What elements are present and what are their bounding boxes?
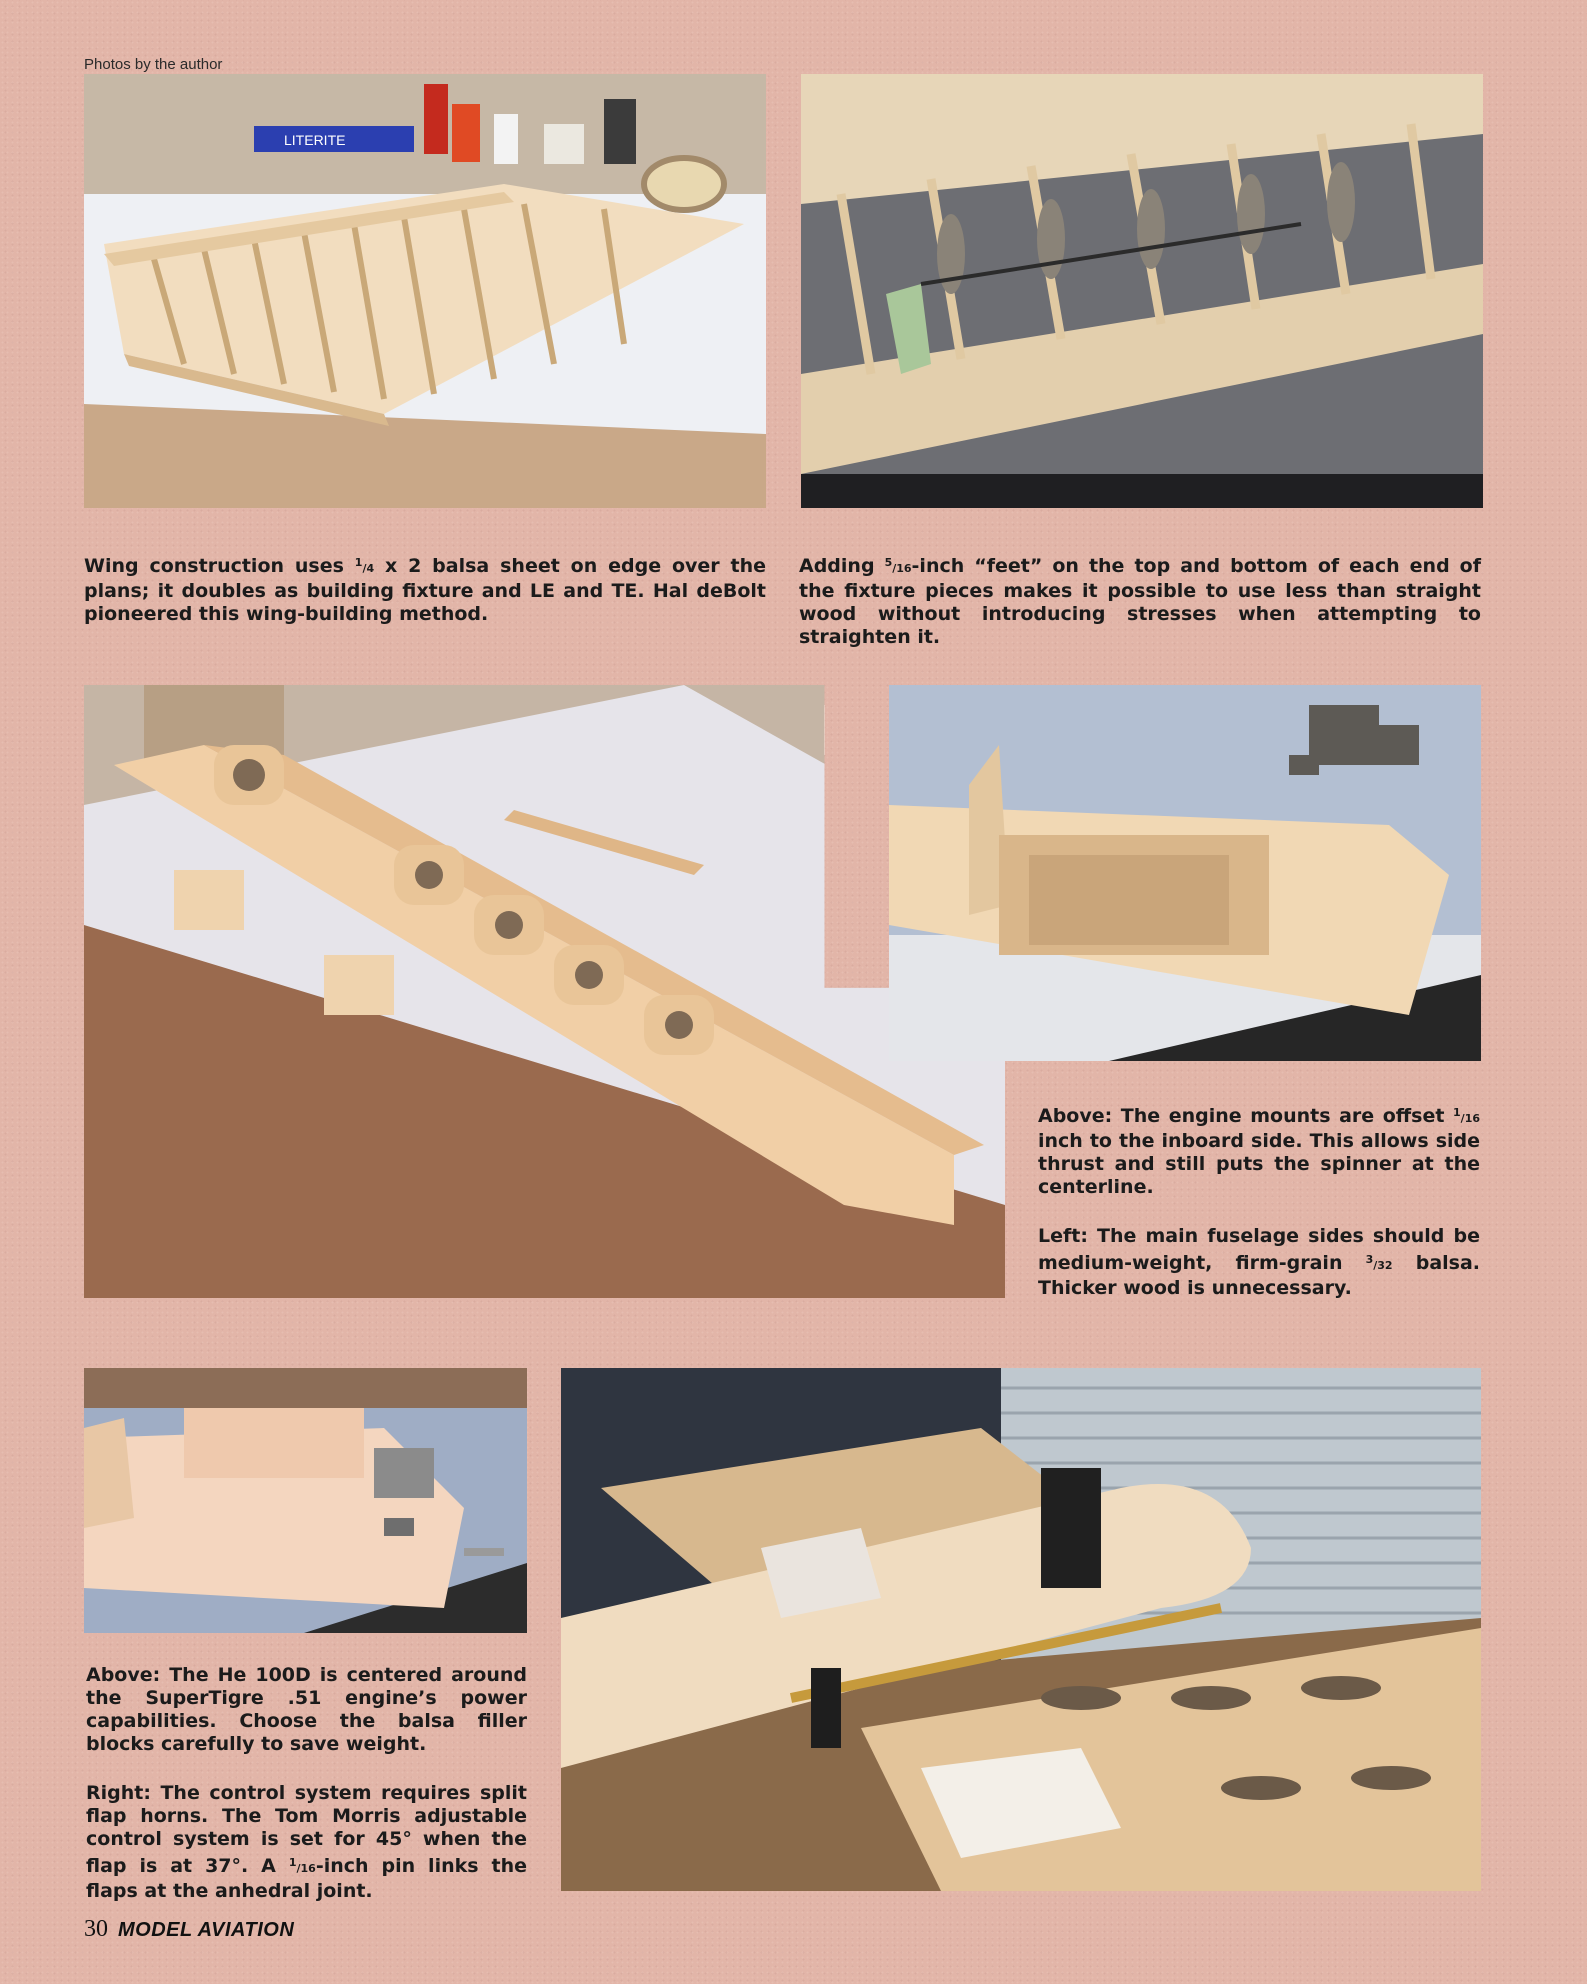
fraction-denominator: /16 <box>1460 1112 1480 1125</box>
caption-text: balsa. Thicker wood is unnecessary. <box>1038 1252 1480 1299</box>
caption-he100d-paragraph: Above: The He 100D is centered around the SuperTigre .51 engine’s power capabilities. Choose the balsa filler blocks carefully to save weight. <box>86 1664 527 1755</box>
caption-fuselage-paragraph <box>1038 1225 1480 1300</box>
product-box-label: LITERITE <box>284 132 346 148</box>
photo-he100d-nose <box>84 1368 527 1633</box>
caption-text: Adding <box>799 555 885 577</box>
photo-fuselage-sides <box>84 685 1005 1298</box>
photo-engine-mount <box>889 685 1481 1061</box>
caption-feet-paragraph <box>799 551 1481 649</box>
caption-engine-mounts <box>1038 1101 1480 1326</box>
fraction-numerator: 3 <box>1365 1253 1374 1266</box>
caption-text: x 2 balsa sheet on edge over the plans; it doubles as building fixture and LE and TE. Hal deBolt pioneered this wing-building method. <box>84 555 766 625</box>
page-footer <box>84 1916 294 1943</box>
fraction-denominator: /32 <box>1373 1259 1393 1272</box>
caption-wing-paragraph <box>84 551 766 626</box>
caption-text: inch to the inboard side. This allows side thrust and still puts the spinner at the centerline. <box>1038 1130 1480 1198</box>
caption-he100d <box>86 1664 527 1929</box>
caption-text: Wing construction uses <box>84 555 355 577</box>
fraction-numerator: 1 <box>288 1856 297 1869</box>
caption-text: -inch pin links the flaps at the anhedral joint. <box>86 1855 527 1902</box>
fraction-denominator: /4 <box>362 562 375 575</box>
caption-control-paragraph <box>86 1782 527 1903</box>
photo-fixture-feet <box>801 74 1483 508</box>
caption-text: Above: The engine mounts are offset <box>1038 1105 1454 1127</box>
photo-wing-construction <box>84 74 766 508</box>
caption-wing-construction <box>84 551 766 652</box>
fraction-numerator: 1 <box>354 556 363 569</box>
caption-text: Right: The control system requires split flap horns. The Tom Morris adjustable control system is set for 45° when the flap is at 37°. A <box>86 1782 527 1877</box>
caption-text: Left: The main fuselage sides should be medium-weight, firm-grain <box>1038 1225 1480 1274</box>
caption-text: -inch “feet” on the top and bottom of each end of the fixture pieces makes it possible to use less than straight wood without introducing stresses when attempting to straighten it. <box>799 555 1481 648</box>
page-number: 30 <box>84 1916 108 1942</box>
fraction-numerator: 5 <box>884 556 893 569</box>
photo-control-system <box>561 1368 1481 1891</box>
caption-engine-paragraph <box>1038 1101 1480 1199</box>
fraction-denominator: /16 <box>892 562 912 575</box>
caption-fixture-feet <box>799 551 1481 675</box>
fraction-denominator: /16 <box>296 1862 316 1875</box>
fraction-numerator: 1 <box>1453 1106 1461 1119</box>
magazine-name: MODEL AVIATION <box>118 1919 295 1941</box>
photo-credit: Photos by the author <box>84 56 223 73</box>
